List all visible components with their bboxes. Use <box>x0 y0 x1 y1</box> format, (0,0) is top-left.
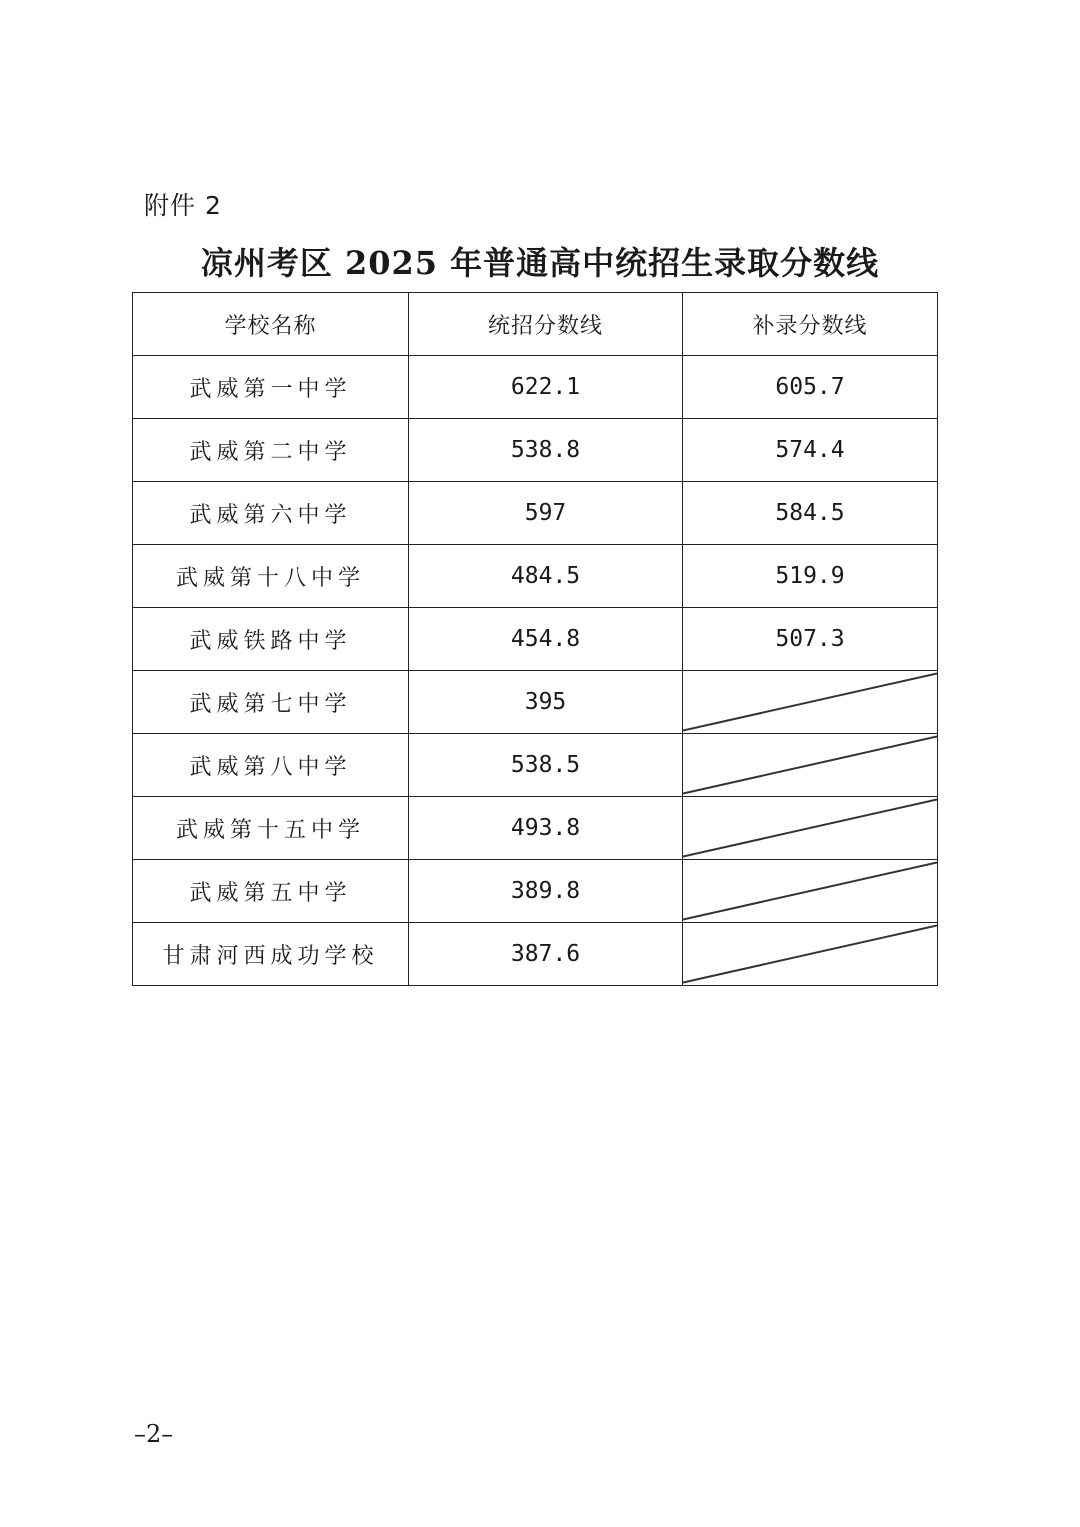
supplementary-score-cell: 584.5 <box>683 482 938 545</box>
supplementary-score-cell: 519.9 <box>683 545 938 608</box>
document-title: 凉州考区 2025 年普通高中统招生录取分数线 <box>200 244 880 282</box>
empty-slash-cell <box>683 797 938 860</box>
supplementary-score-cell: 574.4 <box>683 419 938 482</box>
diagonal-slash-mark <box>683 797 937 859</box>
unified-score-cell: 484.5 <box>409 545 683 608</box>
diagonal-slash-mark <box>683 734 937 796</box>
admission-score-table <box>132 292 938 986</box>
unified-score-cell: 389.8 <box>409 860 683 923</box>
table-row <box>133 671 938 734</box>
empty-slash-cell <box>683 860 938 923</box>
school-name-cell: 武威第一中学 <box>133 356 409 419</box>
unified-score-cell: 597 <box>409 482 683 545</box>
header-unified-score: 统招分数线 <box>409 293 683 356</box>
empty-slash-cell <box>683 671 938 734</box>
school-name-cell: 武威第五中学 <box>133 860 409 923</box>
school-name-cell: 武威第十五中学 <box>133 797 409 860</box>
header-school-name: 学校名称 <box>133 293 409 356</box>
unified-score-cell: 395 <box>409 671 683 734</box>
table-row <box>133 419 938 482</box>
table-row <box>133 356 938 419</box>
supplementary-score-cell: 605.7 <box>683 356 938 419</box>
school-name-cell: 武威第二中学 <box>133 419 409 482</box>
table-row <box>133 608 938 671</box>
table-row <box>133 923 938 986</box>
page-number: –2– <box>134 1420 174 1448</box>
unified-score-cell: 538.5 <box>409 734 683 797</box>
table-row <box>133 545 938 608</box>
school-name-cell: 武威第七中学 <box>133 671 409 734</box>
diagonal-slash-mark <box>683 671 937 733</box>
table-row <box>133 797 938 860</box>
unified-score-cell: 493.8 <box>409 797 683 860</box>
supplementary-score-cell: 507.3 <box>683 608 938 671</box>
table-row <box>133 734 938 797</box>
header-supplementary-score: 补录分数线 <box>683 293 938 356</box>
table-header-row <box>133 293 938 356</box>
diagonal-slash-mark <box>683 860 937 922</box>
attachment-label: 附件 2 <box>144 191 222 220</box>
table-row <box>133 860 938 923</box>
table-row <box>133 482 938 545</box>
empty-slash-cell <box>683 734 938 797</box>
table-body <box>133 356 938 986</box>
school-name-cell: 甘肃河西成功学校 <box>133 923 409 986</box>
empty-slash-cell <box>683 923 938 986</box>
school-name-cell: 武威第十八中学 <box>133 545 409 608</box>
unified-score-cell: 538.8 <box>409 419 683 482</box>
unified-score-cell: 454.8 <box>409 608 683 671</box>
unified-score-cell: 622.1 <box>409 356 683 419</box>
unified-score-cell: 387.6 <box>409 923 683 986</box>
school-name-cell: 武威第六中学 <box>133 482 409 545</box>
diagonal-slash-mark <box>683 923 937 985</box>
school-name-cell: 武威铁路中学 <box>133 608 409 671</box>
school-name-cell: 武威第八中学 <box>133 734 409 797</box>
